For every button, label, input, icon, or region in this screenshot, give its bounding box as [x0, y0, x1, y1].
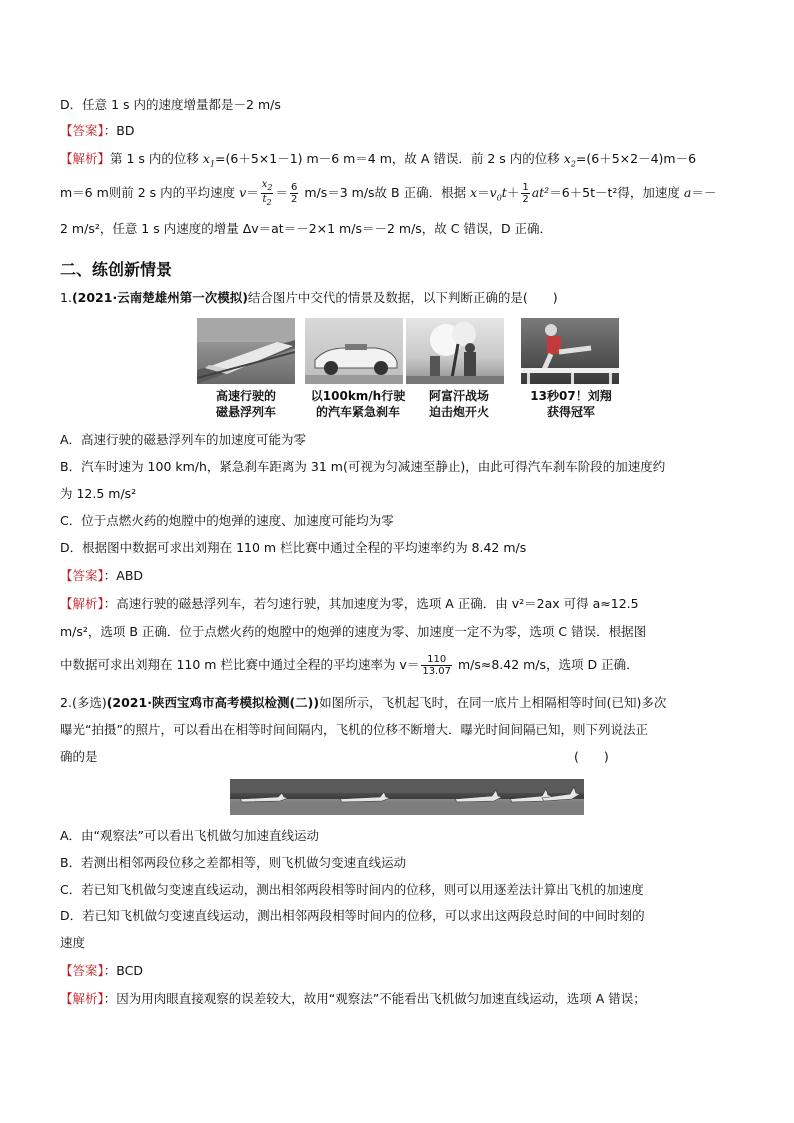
q1-source: (2021·云南楚雄州第一次模拟): [71, 290, 248, 305]
answer-label: 【答案】: [60, 568, 104, 583]
fraction-6-2: $\frac{6}{2}$: [290, 182, 298, 205]
answer-value: ：ABD: [103, 568, 144, 583]
hurdler-photo: [521, 318, 619, 384]
braking-car-photo: [305, 318, 403, 384]
q1-analysis-line-1: 【解析】：高速行驶的磁悬浮列车，若匀速行驶，其加速度为零，选项 A 正确．由 v²＝2ax 可得 a≈12.5: [60, 596, 639, 611]
q1-option-d: D．根据图中数据可求出刘翔在 110 m 栏比赛中通过全程的平均速率约为 8.42 m/s: [60, 540, 527, 555]
prev-answer: [60, 121, 730, 141]
q1-option-c: C．位于点燃火药的炮膛中的炮弹的速度、加速度可能均为零: [60, 513, 394, 528]
q2-option-b: B．若测出相邻两段位移之差都相等，则飞机做匀变速直线运动: [60, 855, 407, 870]
caption-hurdler: 13秒07！刘翔 获得冠军: [530, 389, 612, 419]
analysis-label: 【解析】: [60, 991, 104, 1006]
q2-option-a: A．由“观察法”可以看出飞机做匀加速直线运动: [60, 828, 320, 843]
q1-option-b-line-1: B．汽车时速为 100 km/h，紧急刹车距离为 31 m(可视为匀减速至静止)，由此可得汽车刹车阶段的加速度约: [60, 459, 666, 474]
q2-stem-line-3: 确的是 ( ): [60, 747, 730, 767]
q2-answer: [60, 961, 730, 981]
section-title: 二、练创新情景: [60, 260, 173, 279]
q2-source: (2021·陕西宝鸡市高考模拟检测(二)): [106, 695, 320, 710]
fraction-110-13.07: $\frac{110}{13.07}$: [422, 654, 451, 677]
q1-option-a: A．高速行驶的磁悬浮列车的加速度可能为零: [60, 432, 307, 447]
prev-analysis-line-1: 【解析】第 1 s 内的位移 $x_1=(6+5\times 1-1)$ m－6 m＝4 m，故 A 错误．前 2 s 内的位移 $x_2=(6+5\times 2-4)m-6$: [60, 151, 697, 169]
mortar-firing-photo: [406, 318, 504, 384]
answer-value: ：BD: [103, 123, 135, 138]
prev-analysis-line-2: m＝6 m则前 2 s 内的平均速度 v＝ $\frac{x_2}{t_2}$ ＝ $\frac{6}{2}$ m/s＝3 m/s故 B 正确．根据 $x=v_0t+$ $\frac{1}{2}$ at²＝6＋5t－t²得，加速度 a＝－: [60, 179, 717, 207]
q1-analysis-line-2: m/s²，选项 B 正确．位于点燃火药的炮膛中的炮弹的速度为零、加速度一定不为零，选项 C 错误．根据图: [60, 624, 647, 639]
q1-analysis-line-3: 中数据可求出刘翔在 110 m 栏比赛中通过全程的平均速率为 v＝ $\frac{110}{13.07}$ m/s≈8.42 m/s，选项 D 正确．: [60, 654, 639, 677]
q1-option-b-line-2: 为 12.5 m/s²: [60, 486, 137, 501]
q2-answer-blank: ( ): [574, 749, 609, 764]
q2-stem-line-1: 2.(多选)(2021·陕西宝鸡市高考模拟检测(二))如图所示，飞机起飞时，在同一底片上相隔相等时间(已知)多次: [60, 695, 667, 710]
answer-label: 【答案】: [60, 963, 104, 978]
analysis-label: 【解析】: [60, 596, 104, 611]
q2-stem-line-2: 曝光“拍摄”的照片，可以看出在相等时间间隔内，飞机的位移不断增大．曝光时间间隔已知，则下列说法正: [60, 722, 648, 737]
q1-answer: [60, 566, 730, 586]
prev-analysis-line-3: 2 m/s²，任意 1 s 内速度的增量 Δv＝at＝－2×1 m/s＝－2 m/s，故 C 错误，D 正确．: [60, 221, 553, 236]
airplane-takeoff-photo: [230, 779, 584, 815]
answer-value: ：BCD: [103, 963, 143, 978]
analysis-label: 【解析】: [60, 151, 111, 166]
q2-option-c: C．若已知飞机做匀变速直线运动，测出相邻两段相等时间内的位移，则可以用逐差法计算出飞机的加速度: [60, 882, 644, 897]
answer-label: 【答案】: [60, 123, 104, 138]
fraction-x2-t2: $\frac{x_2}{t_2}$: [261, 179, 273, 207]
q2-analysis-line-1: 【解析】：因为用肉眼直接观察的误差较大，故用“观察法”不能看出飞机做匀加速直线运动，选项 A 错误；: [60, 991, 646, 1006]
caption-maglev: 高速行驶的 磁悬浮列车: [215, 389, 276, 419]
prev-option-d: D．任意 1 s 内的速度增量都是－2 m/s: [60, 97, 281, 112]
caption-car: 以100km/h行驶 的汽车紧急刹车: [310, 389, 406, 419]
q1-stem: 1.(2021·云南楚雄州第一次模拟)结合图片中交代的情景及数据，以下判断正确的是( ): [60, 290, 558, 305]
maglev-train-photo: [197, 318, 295, 384]
q2-option-d-line-1: D．若已知飞机做匀变速直线运动，测出相邻两段相等时间内的位移，可以求出这两段总时间的中间时刻的: [60, 908, 645, 923]
caption-mortar: 阿富汗战场 迫击炮开火: [428, 389, 489, 419]
q2-option-d-line-2: 速度: [60, 935, 86, 950]
